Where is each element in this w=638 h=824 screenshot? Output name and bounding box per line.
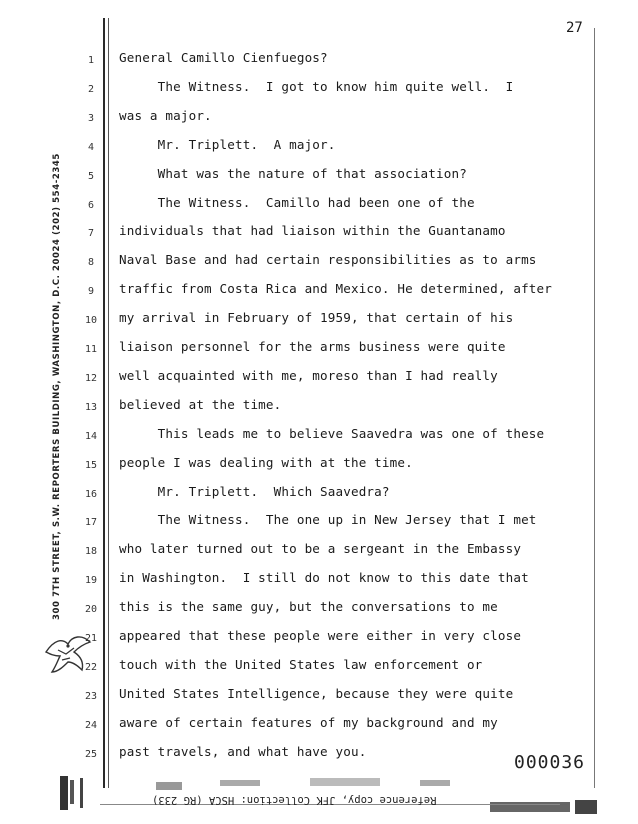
page-number: 27 bbox=[566, 20, 583, 36]
transcript-line: was a major. bbox=[119, 107, 212, 123]
transcript-line: Mr. Triplett. Which Saavedra? bbox=[119, 483, 390, 499]
transcript-line: The Witness. Camillo had been one of the bbox=[119, 194, 475, 210]
transcript-line: individuals that had liaison within the Guantanamo bbox=[119, 223, 506, 239]
transcript-line: What was the nature of that association? bbox=[119, 165, 467, 181]
line-number: 21 bbox=[84, 633, 98, 644]
line-number: 19 bbox=[84, 575, 98, 587]
line-number: 12 bbox=[84, 372, 98, 384]
right-margin-rule bbox=[594, 28, 595, 788]
left-margin-rule bbox=[103, 18, 105, 788]
transcript-line: people I was dealing with at the time. bbox=[119, 454, 413, 470]
transcript-line: who later turned out to be a sergeant in the Embassy bbox=[119, 541, 522, 557]
line-number: 15 bbox=[84, 459, 98, 471]
transcript-line: The Witness. I got to know him quite well. I bbox=[119, 78, 514, 94]
line-number: 6 bbox=[87, 199, 95, 211]
line-number: 9 bbox=[87, 286, 95, 298]
line-number: 25 bbox=[84, 748, 98, 760]
line-number: 10 bbox=[84, 315, 98, 327]
line-number: 24 bbox=[84, 719, 98, 731]
transcript-line: General Camillo Cienfuegos? bbox=[119, 50, 328, 65]
transcript-line: past travels, and what have you. bbox=[119, 743, 367, 759]
transcript-line: United States Intelligence, because they were quite bbox=[119, 685, 514, 701]
footer-reference: Reference copy, JFK Collection: HSCA (RG 233) bbox=[152, 794, 437, 806]
left-margin-rule-inner bbox=[108, 18, 109, 788]
transcript-line: well acquainted with me, moreso than I had really bbox=[119, 367, 498, 383]
transcript-line: my arrival in February of 1959, that certain of his bbox=[119, 310, 514, 326]
line-number: 13 bbox=[84, 401, 98, 413]
eagle-seal-icon bbox=[44, 632, 94, 676]
line-number: 23 bbox=[84, 690, 98, 702]
transcript-line: in Washington. I still do not know to this date that bbox=[119, 570, 529, 586]
line-number: 22 bbox=[84, 661, 98, 673]
line-number: 2 bbox=[87, 83, 95, 95]
line-number: 7 bbox=[87, 228, 95, 240]
transcript-line: Naval Base and had certain responsibilities as to arms bbox=[119, 252, 537, 268]
line-number: 16 bbox=[84, 488, 98, 500]
document-id: 000036 bbox=[514, 752, 586, 773]
transcript-line: liaison personnel for the arms business were quite bbox=[119, 339, 506, 354]
line-number: 20 bbox=[84, 604, 98, 616]
transcript-line: aware of certain features of my background and my bbox=[119, 714, 498, 730]
line-number: 3 bbox=[87, 112, 95, 124]
line-number: 5 bbox=[87, 170, 95, 182]
transcript-line: believed at the time. bbox=[119, 396, 282, 412]
line-number: 4 bbox=[87, 141, 95, 153]
transcript-line: traffic from Costa Rica and Mexico. He determined, after bbox=[119, 281, 552, 297]
transcript-line: Mr. Triplett. A major. bbox=[119, 136, 336, 152]
line-number: 1 bbox=[87, 55, 95, 66]
line-number: 14 bbox=[84, 430, 98, 442]
transcript-line: appeared that these people were either in very close bbox=[119, 628, 522, 643]
line-number: 18 bbox=[84, 546, 98, 558]
line-number: 8 bbox=[87, 257, 95, 269]
transcript-line: this is the same guy, but the conversations to me bbox=[119, 599, 498, 615]
reporter-address-side-text: 300 7TH STREET, S.W. REPORTERS BUILDING, WASHINGTON, D.C. 20024 (202) 554-2345 bbox=[52, 153, 62, 620]
line-number: 11 bbox=[84, 344, 98, 355]
line-number: 17 bbox=[84, 517, 98, 529]
transcript-line: This leads me to believe Saavedra was one of these bbox=[119, 425, 545, 441]
transcript-line: touch with the United States law enforcement or bbox=[119, 656, 483, 672]
transcript-line: The Witness. The one up in New Jersey that I met bbox=[119, 512, 537, 528]
